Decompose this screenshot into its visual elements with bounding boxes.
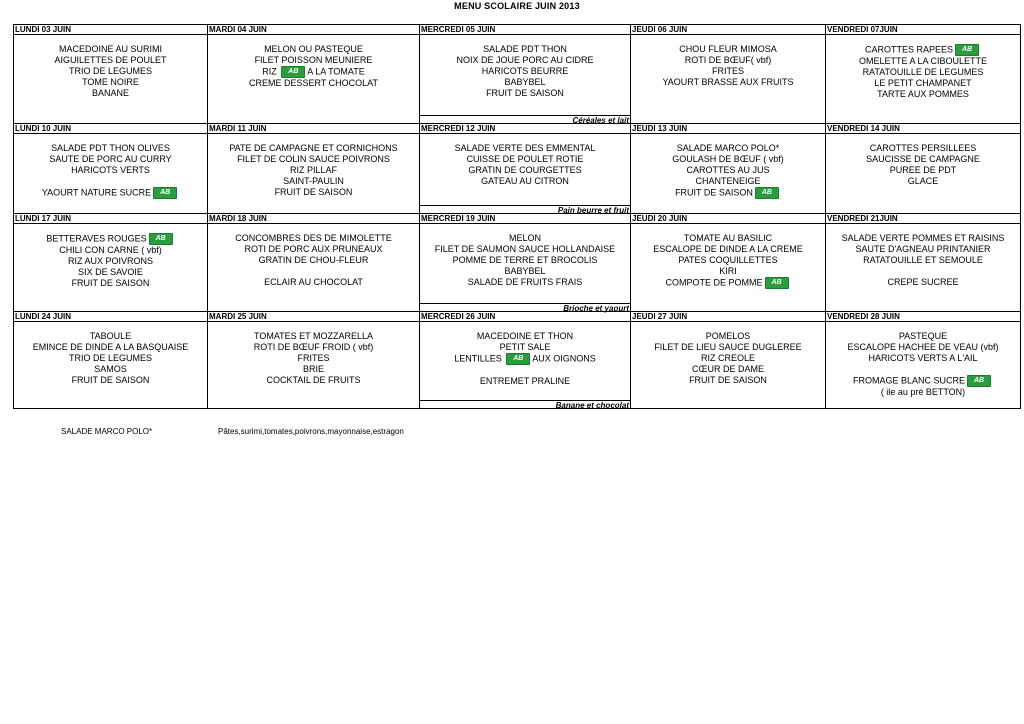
menu-item: ( ile au pré BETTON): [880, 387, 966, 397]
menu-item: GLACE: [907, 176, 939, 186]
menu-item: EMINCE DE DINDE A LA BASQUAISE: [32, 342, 189, 352]
day-header: JEUDI 06 JUIN: [631, 25, 826, 35]
snack-note: Céréales et lait: [419, 115, 631, 124]
menu-item: TOMATES ET MOZZARELLA: [253, 331, 374, 341]
week-3-header-row: [14, 214, 1021, 224]
menu-item: SAMOS: [94, 364, 127, 374]
menu-item: [14, 187, 207, 199]
day-menu: [208, 224, 420, 312]
menu-item: POMELOS: [705, 331, 751, 341]
day-header: JEUDI 20 JUIN: [631, 214, 826, 224]
menu-item: FRUIT DE SAISON: [71, 375, 150, 385]
day-menu: [14, 224, 208, 312]
menu-item: SALADE PDT THON OLIVES: [51, 143, 170, 153]
menu-item: FRUIT DE SAISON: [689, 375, 767, 385]
day-menu: [826, 224, 1021, 312]
menu-item: ROTI DE PORC AUX PRUNEAUX: [244, 244, 383, 254]
menu-item: YAOURT BRASSE AUX FRUITS: [662, 77, 794, 87]
day-header: LUNDI 17 JUIN: [14, 214, 208, 224]
day-header: MERCREDI 05 JUIN: [420, 25, 631, 35]
menu-item: SAINT-PAULIN: [283, 176, 344, 186]
day-header: MERCREDI 26 JUIN: [420, 312, 631, 322]
menu-item-text: CAROTTES RAPEES: [864, 44, 954, 55]
menu-item: NOIX DE JOUE PORC AU CIDRE: [456, 55, 594, 65]
day-menu: [826, 322, 1021, 409]
menu-item: HARICOTS VERTS: [71, 165, 150, 175]
menu-item: PASTEQUE: [898, 331, 948, 341]
menu-item: FRITES: [711, 66, 744, 76]
organic-label-icon: AB: [955, 44, 979, 56]
menu-item: TOMATE AU BASILIC: [683, 233, 773, 243]
day-menu: [14, 35, 208, 124]
snack-note: Banane et chocolat: [419, 400, 631, 409]
menu-item: LE PETIT CHAMPANET: [874, 78, 972, 88]
menu-item: BANANE: [91, 88, 129, 98]
menu-item: RIZ AUX POIVRONS: [67, 256, 154, 266]
menu-item: CONCOMBRES DES DE MIMOLETTE: [235, 233, 392, 243]
menu-item: FRUIT DE SAISON: [274, 187, 353, 197]
day-header: MERCREDI 12 JUIN: [420, 124, 631, 134]
menu-item: CAROTTES AU JUS: [686, 165, 770, 175]
day-menu: [631, 35, 826, 124]
day-header: VENDREDI 28 JUIN: [826, 312, 1021, 322]
page-title: MENU SCOLAIRE JUIN 2013: [454, 1, 580, 11]
menu-item: GRATIN DE CHOU-FLEUR: [258, 255, 369, 265]
menu-item: TARTE AUX POMMES: [877, 89, 969, 99]
week-4-header-row: [14, 312, 1021, 322]
day-menu: [826, 134, 1021, 214]
organic-label-icon: AB: [153, 187, 177, 199]
day-header: MARDI 25 JUIN: [208, 312, 420, 322]
menu-item: FILET DE SAUMON SAUCE HOLLANDAISE: [434, 244, 616, 254]
menu-item-text: FROMAGE BLANC SUCRE: [852, 375, 966, 386]
organic-label-icon: AB: [755, 187, 779, 199]
day-menu: [208, 134, 420, 214]
menu-item: CHANTENEIGE: [695, 176, 761, 186]
menu-item: SALADE VERTE DES EMMENTAL: [454, 143, 596, 153]
menu-item: FRUIT DE SAISON: [71, 278, 150, 288]
day-header: MERCREDI 19 JUIN: [420, 214, 631, 224]
menu-table: [13, 24, 1021, 409]
week-1-menu-row: [14, 35, 1021, 124]
day-header: VENDREDI 07JUIN: [826, 25, 1021, 35]
day-header: JEUDI 27 JUIN: [631, 312, 826, 322]
menu-item: MELON: [508, 233, 541, 243]
day-header: JEUDI 13 JUIN: [631, 124, 826, 134]
organic-label-icon: AB: [967, 375, 991, 387]
menu-item: TABOULE: [89, 331, 132, 341]
day-menu: [631, 134, 826, 214]
day-header: LUNDI 10 JUIN: [14, 124, 208, 134]
organic-label-icon: AB: [149, 233, 173, 245]
menu-item: ESCALOPE DE DINDE A LA CREME: [653, 244, 803, 254]
menu-item: GOULASH DE BŒUF ( vbf): [672, 154, 784, 164]
day-menu: [208, 322, 420, 409]
week-4-menu-row: [14, 322, 1021, 409]
day-menu: [14, 322, 208, 409]
menu-item: BABYBEL: [504, 77, 546, 87]
organic-label-icon: AB: [281, 66, 305, 78]
menu-item-text: YAOURT NATURE SUCRE: [41, 187, 152, 198]
menu-item: KIRI: [719, 266, 737, 276]
menu-item: FILET POISSON MEUNIERE: [254, 55, 373, 65]
menu-item: RIZ PILLAF: [289, 165, 337, 175]
week-2-header-row: [14, 124, 1021, 134]
menu-item-suffix: AUX OIGNONS: [532, 353, 596, 364]
menu-item: ESCALOPE HACHEE DE VEAU (vbf): [847, 342, 999, 352]
menu-item: SAUTE D'AGNEAU PRINTANIER: [855, 244, 991, 254]
menu-item: HARICOTS VERTS A L'AIL: [868, 353, 978, 363]
menu-item: PATE DE CAMPAGNE ET CORNICHONS: [229, 143, 398, 153]
menu-item: MACEDOINE AU SURIMI: [58, 44, 162, 54]
organic-label-icon: AB: [506, 353, 530, 365]
week-3-menu-row: [14, 224, 1021, 312]
day-menu: [631, 322, 826, 409]
menu-item: CAROTTES PERSILLEES: [869, 143, 977, 153]
day-menu: [420, 134, 631, 214]
day-menu: [420, 35, 631, 124]
menu-item: SAUCISSE DE CAMPAGNE: [866, 154, 980, 164]
menu-item: [826, 44, 1020, 56]
organic-label-icon: AB: [765, 277, 789, 289]
menu-item: TOME NOIRE: [82, 77, 139, 87]
menu-item: FILET DE COLIN SAUCE POIVRONS: [237, 154, 390, 164]
menu-item: ROTI DE BŒUF FROID ( vbf): [253, 342, 374, 352]
menu-item: SALADE MARCO POLO*: [676, 143, 780, 153]
menu-item: GATEAU AU CITRON: [481, 176, 569, 186]
menu-item: SIX DE SAVOIE: [78, 267, 143, 277]
day-header: LUNDI 24 JUIN: [14, 312, 208, 322]
menu-item: OMELETTE A LA CIBOULETTE: [858, 56, 988, 66]
day-menu: [420, 322, 631, 409]
menu-item: [631, 277, 825, 289]
menu-item: CŒUR DE DAME: [691, 364, 764, 374]
menu-item: ENTREMET PRALINE: [479, 376, 571, 386]
menu-item: BRIE: [302, 364, 324, 374]
menu-item: CREPE SUCREE: [887, 277, 959, 287]
menu-item: PATES COQUILLETTES: [678, 255, 778, 265]
menu-item: BABYBEL: [504, 266, 546, 276]
menu-item: MELON OU PASTEQUE: [264, 44, 363, 54]
menu-item: CREME DESSERT CHOCOLAT: [248, 78, 379, 88]
menu-item: HARICOTS BEURRE: [481, 66, 569, 76]
menu-item-text: COMPOTE DE POMME: [665, 277, 763, 288]
menu-item-text: BETTERAVES ROUGES: [46, 233, 147, 244]
week-2-menu-row: [14, 134, 1021, 214]
day-header: MARDI 11 JUIN: [208, 124, 420, 134]
menu-item: [14, 233, 207, 245]
menu-item: RATATOUILLE DE LEGUMES: [862, 67, 984, 77]
menu-item: TRIO DE LEGUMES: [68, 353, 152, 363]
menu-item: SALADE VERTE POMMES ET RAISINS: [841, 233, 1005, 243]
menu-item: [826, 375, 1020, 387]
menu-item: [420, 353, 630, 365]
menu-item: [631, 187, 825, 199]
menu-item: PETIT SALE: [499, 342, 551, 352]
day-header: LUNDI 03 JUIN: [14, 25, 208, 35]
menu-item: FILET DE LIEU SAUCE DUGLEREE: [654, 342, 802, 352]
menu-item: ROTI DE BŒUF( vbf): [684, 55, 772, 65]
snack-note: Brioche et yaourt: [419, 303, 631, 312]
menu-item: CHOU FLEUR MIMOSA: [679, 44, 777, 54]
day-header: MARDI 04 JUIN: [208, 25, 420, 35]
menu-item: [208, 66, 419, 78]
menu-item: SALADE PDT THON: [483, 44, 567, 54]
menu-item: COCKTAIL DE FRUITS: [266, 375, 361, 385]
menu-item: PUREE DE PDT: [889, 165, 957, 175]
menu-item: POMME DE TERRE ET BROCOLIS: [452, 255, 598, 265]
day-menu: [826, 35, 1021, 124]
day-menu: [14, 134, 208, 214]
menu-item: GRATIN DE COURGETTES: [468, 165, 582, 175]
footnote-definition: Pâtes,surimi,tomates,poivrons,mayonnaise,estragon: [218, 427, 404, 436]
menu-item: AIGUILETTES DE POULET: [54, 55, 167, 65]
menu-item: FRITES: [297, 353, 330, 363]
menu-item: RIZ CREOLE: [700, 353, 755, 363]
menu-item: CUISSE DE POULET ROTIE: [466, 154, 584, 164]
menu-item-text: FRUIT DE SAISON: [675, 187, 753, 198]
menu-item-suffix: A LA TOMATE: [307, 66, 365, 77]
footnote-term: SALADE MARCO POLO*: [61, 427, 153, 436]
menu-item: ECLAIR AU CHOCOLAT: [264, 277, 363, 287]
menu-item: FRUIT DE SAISON: [486, 88, 564, 98]
snack-note: Pain beurre et fruit: [419, 205, 631, 214]
day-header: MARDI 18 JUIN: [208, 214, 420, 224]
menu-item: CHILI CON CARNE ( vbf): [59, 245, 162, 255]
day-header: VENDREDI 21JUIN: [826, 214, 1021, 224]
day-header: VENDREDI 14 JUIN: [826, 124, 1021, 134]
menu-item: SALADE DE FRUITS FRAIS: [467, 277, 583, 287]
menu-item-text: RIZ: [262, 66, 277, 77]
week-1-header-row: [14, 25, 1021, 35]
menu-item-text: LENTILLES: [454, 353, 502, 364]
day-menu: [420, 224, 631, 312]
menu-item: RATATOUILLE ET SEMOULE: [863, 255, 983, 265]
menu-item: TRIO DE LEGUMES: [68, 66, 152, 76]
day-menu: [631, 224, 826, 312]
day-menu: [208, 35, 420, 124]
menu-item: MACEDOINE ET THON: [476, 331, 574, 341]
menu-item: SAUTE DE PORC AU CURRY: [49, 154, 172, 164]
